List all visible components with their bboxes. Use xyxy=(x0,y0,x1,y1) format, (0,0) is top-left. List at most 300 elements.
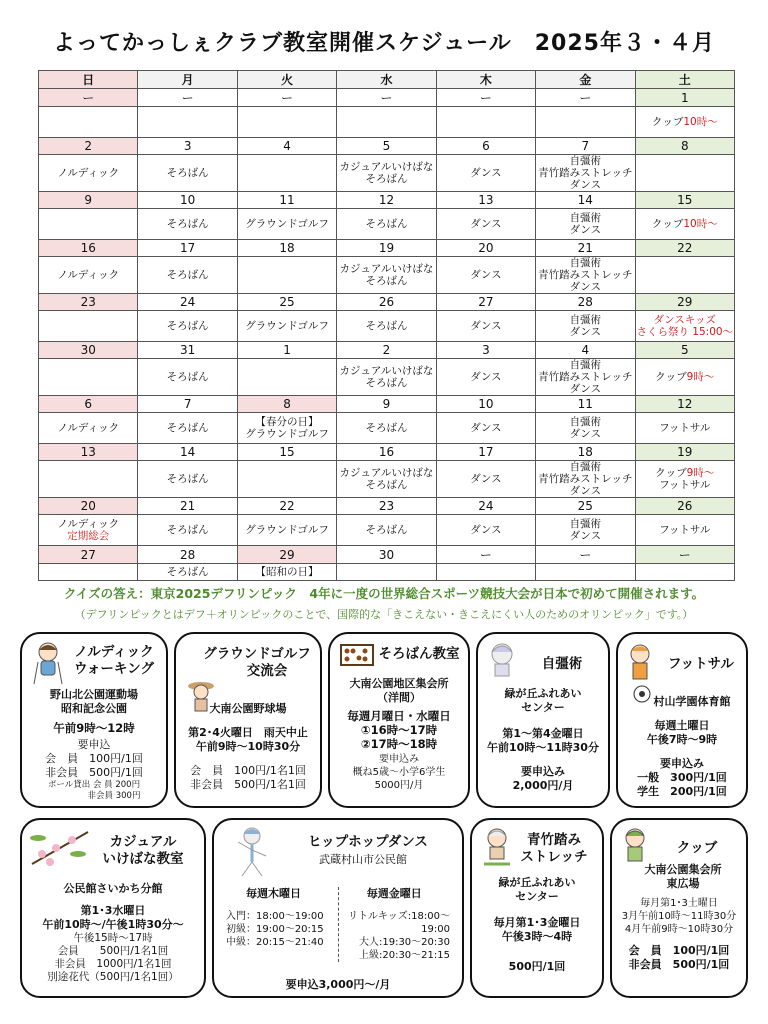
day-number: 8 xyxy=(237,396,336,413)
event-label: グラウンドゴルフ xyxy=(245,218,329,230)
hiphop-place: 武蔵村山市公民館 xyxy=(319,853,407,866)
day-number: 14 xyxy=(138,444,237,461)
event-label xyxy=(636,116,734,128)
day-events xyxy=(436,461,535,498)
week-number-row xyxy=(39,342,735,359)
event-label: そろばん xyxy=(166,422,209,434)
stretch-person-illustration xyxy=(480,826,514,868)
day-number: 22 xyxy=(237,498,336,515)
day-events xyxy=(635,257,734,294)
event-label xyxy=(636,371,734,383)
event-label: そろばん xyxy=(365,320,408,332)
hiphop-fri-1: リトルキッズ:18:00～19:00 xyxy=(348,911,450,935)
futsal-place: 村山学園体育館 xyxy=(653,695,731,708)
day-number: 17 xyxy=(436,444,535,461)
day-number: 6 xyxy=(436,138,535,155)
week-event-row xyxy=(39,257,735,294)
weekday-header: 日 xyxy=(39,71,138,89)
soroban-age: 概ね5歳～小学6学生 xyxy=(352,767,446,778)
event-name: クッブ xyxy=(655,371,687,383)
day-events xyxy=(138,413,237,444)
event-label: ノルディック xyxy=(57,422,120,434)
futsal-apply: 要申込み xyxy=(660,757,704,770)
soroban-apply: 要申込み xyxy=(379,754,419,765)
futsal-day: 毎週土曜日 xyxy=(654,719,710,732)
day-number: ー xyxy=(536,89,635,107)
week-number-row xyxy=(39,396,735,413)
event-label: グラウンドゴルフ xyxy=(245,320,329,332)
golf-place: 大南公園野球場 xyxy=(209,702,287,715)
golf-title-2: 交流会 xyxy=(246,663,288,679)
golf-title-1: グラウンドゴルフ xyxy=(203,646,311,662)
day-number: ー xyxy=(536,546,635,564)
day-number: 16 xyxy=(39,240,138,257)
soroban-time-2: ②17時～18時 xyxy=(360,737,438,751)
card-nordic-walking xyxy=(20,632,168,808)
day-events xyxy=(536,413,635,444)
card-ground-golf xyxy=(174,632,322,808)
day-number: 6 xyxy=(39,396,138,413)
week-event-row xyxy=(39,107,735,138)
soroban-title: そろばん教室 xyxy=(378,646,460,662)
person-illustration xyxy=(486,642,518,678)
day-events xyxy=(138,515,237,546)
aotake-place-2: センター xyxy=(515,890,559,903)
day-number: 30 xyxy=(39,342,138,359)
day-events xyxy=(237,311,336,342)
day-events xyxy=(237,107,336,138)
day-events xyxy=(337,515,436,546)
day-events xyxy=(138,209,237,240)
day-events xyxy=(436,515,535,546)
hiphop-title: ヒップホップダンス xyxy=(308,834,428,850)
day-events xyxy=(536,209,635,240)
soroban-fee: 5000円/月 xyxy=(374,780,424,791)
kubb-time-1: 3月午前10時～11時30分 xyxy=(621,911,737,922)
event-label-highlight: ダンスキッズ xyxy=(653,314,717,326)
day-number: 9 xyxy=(39,192,138,209)
event-label: 自彊術 xyxy=(569,359,602,371)
event-label: ダンス xyxy=(569,383,601,395)
day-number: 30 xyxy=(337,546,436,564)
day-events xyxy=(39,311,138,342)
week-number-row xyxy=(39,89,735,107)
day-events xyxy=(337,359,436,396)
day-number: 28 xyxy=(138,546,237,564)
day-number: 1 xyxy=(635,89,734,107)
futsal-title: フットサル xyxy=(668,656,734,672)
day-number: 4 xyxy=(237,138,336,155)
event-label: カジュアルいけばな xyxy=(339,365,434,377)
aotake-title-2: ストレッチ xyxy=(520,849,588,865)
day-number: 9 xyxy=(337,396,436,413)
day-number: 18 xyxy=(237,240,336,257)
card-casual-ikebana xyxy=(20,818,206,998)
card-kubb xyxy=(610,818,748,998)
flower-illustration xyxy=(28,824,92,872)
event-label: カジュアルいけばな xyxy=(339,467,434,479)
event-label xyxy=(636,467,734,479)
day-number: 14 xyxy=(536,192,635,209)
jikyo-title: 自彊術 xyxy=(541,656,583,672)
card-hiphop-dance xyxy=(212,818,464,998)
event-label: ダンス xyxy=(470,320,502,332)
day-events xyxy=(138,107,237,138)
day-events xyxy=(39,155,138,192)
event-label: ダンス xyxy=(569,179,601,191)
aotake-title-1: 青竹踏み xyxy=(527,832,581,848)
weekday-header: 火 xyxy=(237,71,336,89)
day-events xyxy=(39,564,138,581)
futsal-player-illustration xyxy=(624,642,658,704)
event-name: クッブ xyxy=(651,218,684,230)
golf-fee-1: 会 員 100円/1名1回 xyxy=(190,764,306,777)
day-events xyxy=(536,564,635,581)
nordic-fee-2: 非会員 500円/1回 xyxy=(45,766,143,779)
day-events xyxy=(436,155,535,192)
page-title: よってかっしぇクラブ教室開催スケジュール 2025年３・４月 xyxy=(53,31,715,56)
walker-illustration xyxy=(30,640,66,686)
dancer-illustration xyxy=(234,826,270,878)
day-events xyxy=(635,311,734,342)
day-events xyxy=(237,564,336,581)
week-event-row xyxy=(39,564,735,581)
day-number: 26 xyxy=(635,498,734,515)
day-number: 11 xyxy=(237,192,336,209)
day-number: ー xyxy=(337,89,436,107)
event-label: そろばん xyxy=(365,218,408,230)
day-events xyxy=(436,564,535,581)
event-label: カジュアルいけばな xyxy=(339,263,434,275)
week-number-row xyxy=(39,294,735,311)
day-events xyxy=(337,311,436,342)
quiz-answer: クイズの答え：東京2025デフリンピック 4年に一度の世界総合スポーツ競技大会が日本で初めて開催されます。 xyxy=(63,586,705,601)
event-label: 自彊術 xyxy=(569,155,602,167)
jikyo-apply: 要申込み xyxy=(521,765,565,778)
event-label: そろばん xyxy=(166,320,209,332)
day-number: 17 xyxy=(138,240,237,257)
day-number: 2 xyxy=(39,138,138,155)
day-events xyxy=(536,461,635,498)
hiphop-thursday: 毎週木曜日 xyxy=(246,887,301,900)
aotake-time: 午後3時～4時 xyxy=(501,930,573,943)
day-number: 20 xyxy=(39,498,138,515)
event-label: そろばん xyxy=(365,377,408,389)
day-events xyxy=(138,359,237,396)
soroban-place-1: 大南公園地区集会所 xyxy=(349,677,449,690)
soroban-place-2: （洋間） xyxy=(377,691,421,704)
card-jikyojutsu xyxy=(476,632,610,808)
nordic-place-1: 野山北公園運動場 xyxy=(50,688,138,701)
day-number: 31 xyxy=(138,342,237,359)
day-events xyxy=(635,155,734,192)
day-events xyxy=(337,564,436,581)
event-label: ダンス xyxy=(470,167,502,179)
nordic-fee-4: 非会員 300円 xyxy=(87,791,141,801)
day-events xyxy=(39,107,138,138)
event-label: そろばん xyxy=(365,422,408,434)
weekday-header: 金 xyxy=(536,71,635,89)
event-label: そろばん xyxy=(365,524,408,536)
week-event-row xyxy=(39,461,735,498)
day-events xyxy=(536,107,635,138)
day-events xyxy=(237,257,336,294)
aotake-place-1: 緑が丘ふれあい xyxy=(498,876,576,889)
jikyo-time: 午前10時～11時30分 xyxy=(487,741,599,754)
day-number: 22 xyxy=(635,240,734,257)
day-number: 10 xyxy=(436,396,535,413)
event-label: 青竹踏みストレッチ xyxy=(538,371,633,383)
schedule-calendar xyxy=(38,70,735,581)
day-number: 1 xyxy=(237,342,336,359)
week-number-row xyxy=(39,192,735,209)
event-label: そろばん xyxy=(166,167,209,179)
event-label: そろばん xyxy=(166,473,209,485)
ikebana-fee-3: 別途花代（500円/1名1回） xyxy=(47,971,179,983)
day-events xyxy=(536,155,635,192)
jikyo-place-1: 緑が丘ふれあい xyxy=(504,687,582,700)
event-label: ダンス xyxy=(470,524,502,536)
aotake-fee: 500円/1回 xyxy=(508,960,566,973)
event-label: ダンス xyxy=(470,473,502,485)
abacus-icon xyxy=(340,644,374,666)
day-events xyxy=(635,359,734,396)
futsal-fee-2: 学生 200円/1回 xyxy=(637,785,727,798)
day-number: 28 xyxy=(536,294,635,311)
event-label: そろばん xyxy=(166,524,209,536)
event-label: ダンス xyxy=(569,485,601,497)
day-number: 13 xyxy=(436,192,535,209)
day-number: 12 xyxy=(337,192,436,209)
day-events xyxy=(436,209,535,240)
day-events xyxy=(536,359,635,396)
futsal-fee-1: 一般 300円/1回 xyxy=(637,771,727,784)
event-label: 自彊術 xyxy=(569,257,602,269)
day-events xyxy=(237,461,336,498)
kubb-place-2: 東広場 xyxy=(666,877,700,890)
day-number: 26 xyxy=(337,294,436,311)
day-number: 23 xyxy=(337,498,436,515)
event-label: 自彊術 xyxy=(569,461,602,473)
event-label xyxy=(636,218,734,230)
golf-time: 午前9時～10時30分 xyxy=(195,740,301,753)
day-events xyxy=(39,209,138,240)
event-label: 青竹踏みストレッチ xyxy=(538,167,633,179)
event-label: ダンス xyxy=(569,530,601,542)
event-label: ダンス xyxy=(470,422,502,434)
day-number: 23 xyxy=(39,294,138,311)
day-number: 5 xyxy=(337,138,436,155)
day-number: 29 xyxy=(635,294,734,311)
day-events xyxy=(337,107,436,138)
day-number: 25 xyxy=(237,294,336,311)
event-name: クッブ xyxy=(655,467,687,479)
event-label: フットサル xyxy=(659,524,711,536)
day-number: 24 xyxy=(138,294,237,311)
ikebana-title-1: カジュアル xyxy=(109,834,177,850)
futsal-time: 午後7時～9時 xyxy=(646,733,718,746)
event-label: そろばん xyxy=(166,269,209,281)
event-time: 10時～ xyxy=(683,218,718,230)
hiphop-fee: 要申込3,000円～/月 xyxy=(285,978,391,991)
kubb-place-1: 大南公園集会所 xyxy=(644,863,722,876)
ikebana-day: 第1･3水曜日 xyxy=(80,904,146,917)
day-number: 7 xyxy=(536,138,635,155)
event-label: 自彊術 xyxy=(569,518,602,530)
day-number: 3 xyxy=(138,138,237,155)
card-futsal xyxy=(616,632,748,808)
kubb-title: クッブ xyxy=(676,840,718,856)
kubb-fee-1: 会 員 100円/1回 xyxy=(628,944,730,957)
day-events xyxy=(138,461,237,498)
event-label-highlight: さくら祭り 15:00～ xyxy=(636,326,734,338)
event-label: 自彊術 xyxy=(569,314,602,326)
event-label: 【春分の日】 xyxy=(255,416,319,428)
event-label: グラウンドゴルフ xyxy=(245,428,329,440)
day-number: 11 xyxy=(536,396,635,413)
day-events xyxy=(138,155,237,192)
day-events xyxy=(436,311,535,342)
event-label-highlight: 定期総会 xyxy=(67,530,110,542)
hiphop-thu-3: 中級：20:15～21:40 xyxy=(226,937,324,948)
event-label: ダンス xyxy=(569,281,601,293)
week-number-row xyxy=(39,240,735,257)
event-label: 【昭和の日】 xyxy=(255,566,319,578)
weekday-header: 土 xyxy=(635,71,734,89)
nordic-title-2: ウォーキング xyxy=(73,661,155,677)
day-events xyxy=(237,413,336,444)
day-number: ー xyxy=(39,89,138,107)
weekday-header: 月 xyxy=(138,71,237,89)
event-label: ノルディック xyxy=(57,167,120,179)
event-label: そろばん xyxy=(166,566,209,578)
event-label: そろばん xyxy=(166,371,209,383)
day-events xyxy=(536,311,635,342)
day-events xyxy=(237,515,336,546)
day-number: ー xyxy=(237,89,336,107)
day-events xyxy=(536,257,635,294)
event-label: 青竹踏みストレッチ xyxy=(538,269,633,281)
day-events xyxy=(39,461,138,498)
day-events xyxy=(237,359,336,396)
day-events xyxy=(337,209,436,240)
hiphop-thu-2: 初級：19:00～20:15 xyxy=(226,924,324,935)
soroban-time-1: ①16時～17時 xyxy=(360,723,438,737)
day-number: 8 xyxy=(635,138,734,155)
day-number: 5 xyxy=(635,342,734,359)
day-number: 21 xyxy=(138,498,237,515)
day-number: 13 xyxy=(39,444,138,461)
nordic-place-2: 昭和記念公園 xyxy=(61,702,127,715)
day-events xyxy=(237,209,336,240)
aotake-day: 毎月第1･3金曜日 xyxy=(493,916,581,929)
golf-fee-2: 非会員 500円/1名1回 xyxy=(190,778,306,791)
week-event-row xyxy=(39,155,735,192)
day-events xyxy=(635,209,734,240)
golf-day: 第2･4火曜日 雨天中止 xyxy=(188,726,308,739)
week-event-row xyxy=(39,311,735,342)
day-events xyxy=(635,515,734,546)
event-label: そろばん xyxy=(365,275,408,287)
week-number-row xyxy=(39,546,735,564)
event-label: ダンス xyxy=(569,326,601,338)
nordic-apply: 要申込 xyxy=(77,738,111,751)
kubb-day: 毎月第1･3土曜日 xyxy=(640,898,718,909)
event-label: グラウンドゴルフ xyxy=(245,524,329,536)
day-number: 24 xyxy=(436,498,535,515)
event-label: 青竹踏みストレッチ xyxy=(538,473,633,485)
weekday-header: 水 xyxy=(337,71,436,89)
quiz-note: （デフリンピックとはデフ＋オリンピックのことで、国際的な「きこえない・きこえにくい人のためのオリンピック」です。） xyxy=(74,608,694,621)
hiphop-friday: 毎週金曜日 xyxy=(366,887,422,900)
event-time: 10時～ xyxy=(683,116,718,128)
day-events xyxy=(635,564,734,581)
day-events xyxy=(337,155,436,192)
event-label: フットサル xyxy=(659,422,711,434)
event-label: ダンス xyxy=(470,218,502,230)
golfer-illustration xyxy=(186,680,216,714)
day-number: 21 xyxy=(536,240,635,257)
hiphop-thu-1: 入門：18:00～19:00 xyxy=(226,911,324,922)
week-event-row xyxy=(39,515,735,546)
day-events xyxy=(39,515,138,546)
week-event-row xyxy=(39,209,735,240)
day-number: 18 xyxy=(536,444,635,461)
event-label: そろばん xyxy=(166,218,209,230)
day-number: ー xyxy=(138,89,237,107)
event-label: ノルディック xyxy=(57,269,120,281)
day-number: 25 xyxy=(536,498,635,515)
event-time: 9時～ xyxy=(686,467,715,479)
event-label: フットサル xyxy=(659,479,711,491)
day-number: 2 xyxy=(337,342,436,359)
day-events xyxy=(436,257,535,294)
day-number: 12 xyxy=(635,396,734,413)
day-events xyxy=(436,107,535,138)
day-events xyxy=(337,461,436,498)
event-label: 自彊術 xyxy=(569,416,602,428)
card-aotake-stretch xyxy=(470,818,604,998)
day-events xyxy=(635,413,734,444)
event-time: 9時～ xyxy=(686,371,715,383)
day-number: 29 xyxy=(237,546,336,564)
event-label: ダンス xyxy=(470,371,502,383)
nordic-title-1: ノルディック xyxy=(74,644,154,660)
ikebana-time-2: 午後15時～17時 xyxy=(73,932,153,944)
ikebana-time-1: 午前10時～/午後1時30分～ xyxy=(42,918,184,931)
day-events xyxy=(39,413,138,444)
day-events xyxy=(635,461,734,498)
event-label: ダンス xyxy=(470,269,502,281)
day-number: 7 xyxy=(138,396,237,413)
event-label: ダンス xyxy=(569,224,601,236)
jikyo-fee: 2,000円/月 xyxy=(512,779,574,792)
day-events xyxy=(337,413,436,444)
event-label: カジュアルいけばな xyxy=(339,161,434,173)
ikebana-title-2: いけばな教室 xyxy=(102,851,184,867)
kubb-time-2: 4月午前9時～10時30分 xyxy=(624,924,734,935)
nordic-time: 午前9時～12時 xyxy=(53,721,135,735)
day-number: 10 xyxy=(138,192,237,209)
day-number: 27 xyxy=(436,294,535,311)
day-number: 15 xyxy=(635,192,734,209)
day-number: ー xyxy=(635,546,734,564)
event-label: ノルディック xyxy=(57,518,120,530)
kubb-player-illustration xyxy=(618,826,652,868)
weekday-header: 木 xyxy=(436,71,535,89)
nordic-fee-3: ボール貸出 会 員 200円 xyxy=(47,780,141,790)
day-events xyxy=(436,413,535,444)
